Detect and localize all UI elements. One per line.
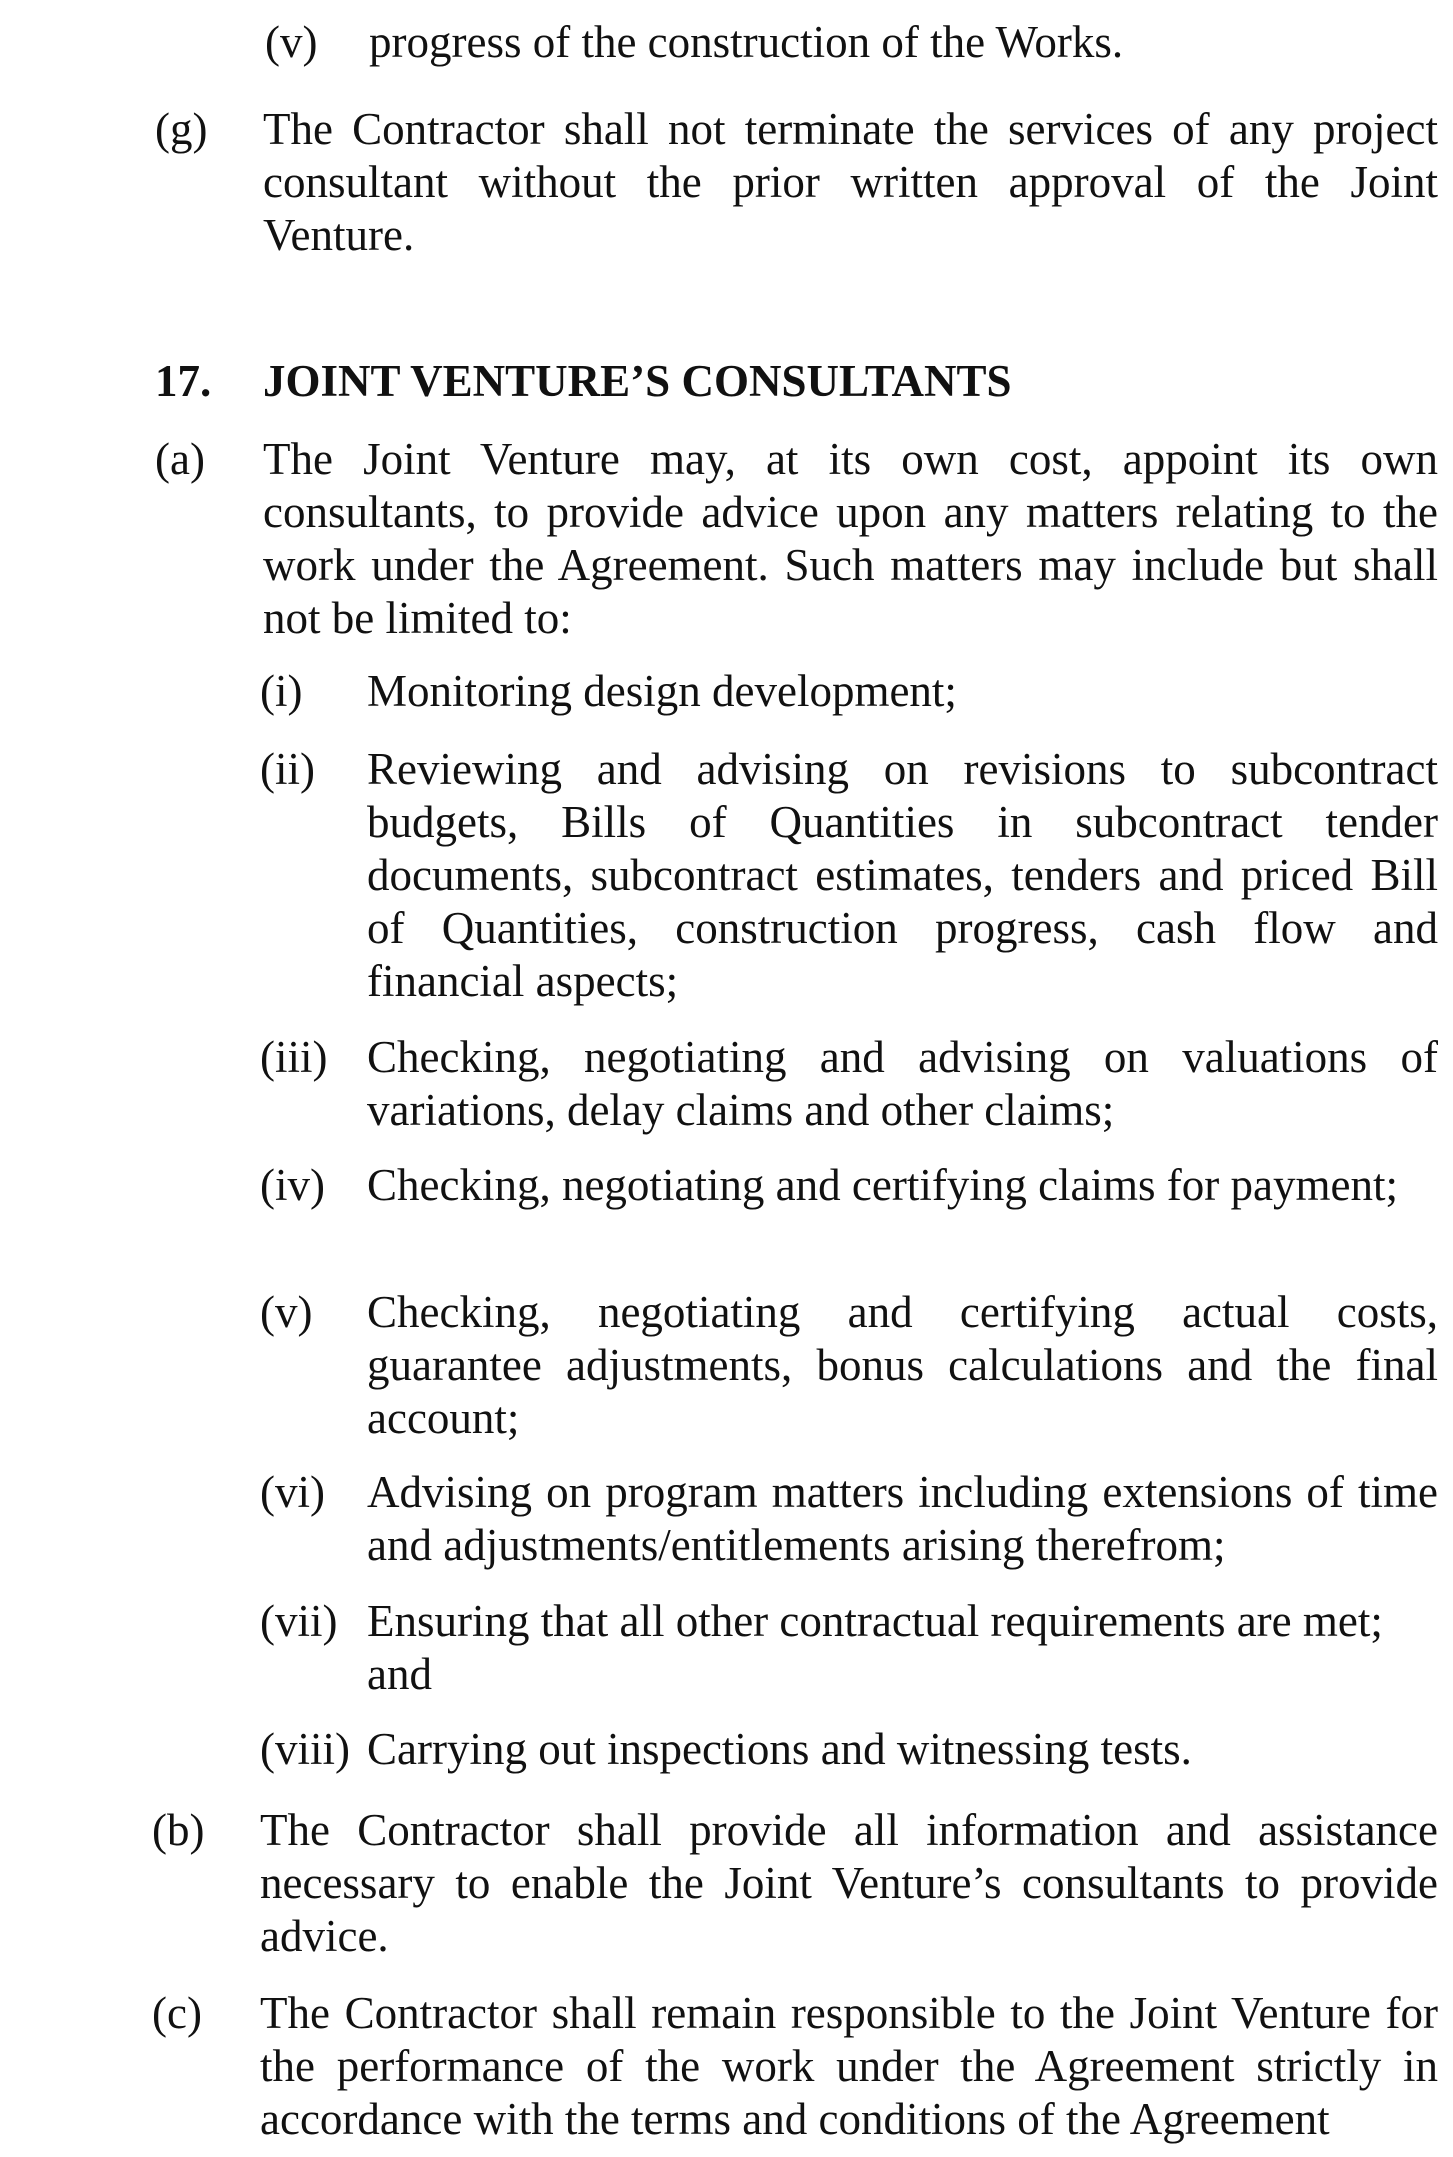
item-label: (vi)	[260, 1467, 325, 1517]
list-item	[260, 1159, 1438, 1212]
item-label: (v)	[265, 17, 318, 67]
list-item	[260, 1031, 1438, 1137]
section-title: JOINT VENTURE’S CONSULTANTS	[263, 356, 1012, 406]
clause-text: The Contractor shall remain responsible to the Joint Venture for the performance of the work under the Agreement strictly in accordance with the terms and conditions of the Agreement	[260, 1988, 1438, 2144]
item-text: Ensuring that all other contractual requirements are met; and	[367, 1596, 1383, 1699]
clause-c	[152, 1987, 1438, 2146]
list-item	[260, 1723, 1438, 1776]
list-item	[260, 665, 1438, 718]
clause-text: The Contractor shall not terminate the services of any project consultant without the prior written approval of the Joint Venture.	[263, 104, 1438, 260]
list-item	[260, 1595, 1438, 1701]
item-text: Advising on program matters including extensions of time and adjustments/entitlements arising therefrom;	[367, 1467, 1438, 1570]
item-label: (iv)	[260, 1160, 325, 1210]
section-number: 17.	[155, 356, 212, 406]
list-item	[260, 1286, 1438, 1445]
item-text: Reviewing and advising on revisions to subcontract budgets, Bills of Quantities in subcontract tender documents, subcontract estimates, tenders and priced Bill of Quantities, construction progress, cash flow and financial aspects;	[367, 744, 1438, 1006]
clause-g	[155, 103, 1438, 262]
item-label: (viii)	[260, 1724, 350, 1774]
list-item	[265, 16, 1445, 69]
clause-label: (a)	[155, 434, 205, 484]
list-item	[260, 743, 1438, 1008]
clause-label: (c)	[152, 1988, 202, 2038]
item-label: (iii)	[260, 1032, 328, 1082]
item-label: (vii)	[260, 1596, 338, 1646]
item-text: Monitoring design development;	[367, 666, 957, 716]
section-heading	[155, 355, 1438, 408]
clause-a	[155, 433, 1438, 645]
list-item	[260, 1466, 1438, 1572]
item-label: (v)	[260, 1287, 313, 1337]
item-label: (i)	[260, 666, 303, 716]
clause-label: (g)	[155, 104, 208, 154]
item-text: Checking, negotiating and advising on valuations of variations, delay claims and other claims;	[367, 1032, 1438, 1135]
clause-label: (b)	[152, 1805, 205, 1855]
item-text: Checking, negotiating and certifying claims for payment;	[367, 1160, 1398, 1210]
item-label: (ii)	[260, 744, 315, 794]
clause-text: The Contractor shall provide all information and assistance necessary to enable the Joint Venture’s consultants to provide advice.	[260, 1805, 1438, 1961]
item-text: Checking, negotiating and certifying actual costs, guarantee adjustments, bonus calculations and the final account;	[367, 1287, 1438, 1443]
clause-text: The Joint Venture may, at its own cost, appoint its own consultants, to provide advice upon any matters relating to the work under the Agreement. Such matters may include but shall not be limited to:	[263, 434, 1438, 643]
clause-b	[152, 1804, 1438, 1963]
item-text: Carrying out inspections and witnessing tests.	[367, 1724, 1192, 1774]
item-text: progress of the construction of the Works.	[369, 17, 1124, 67]
